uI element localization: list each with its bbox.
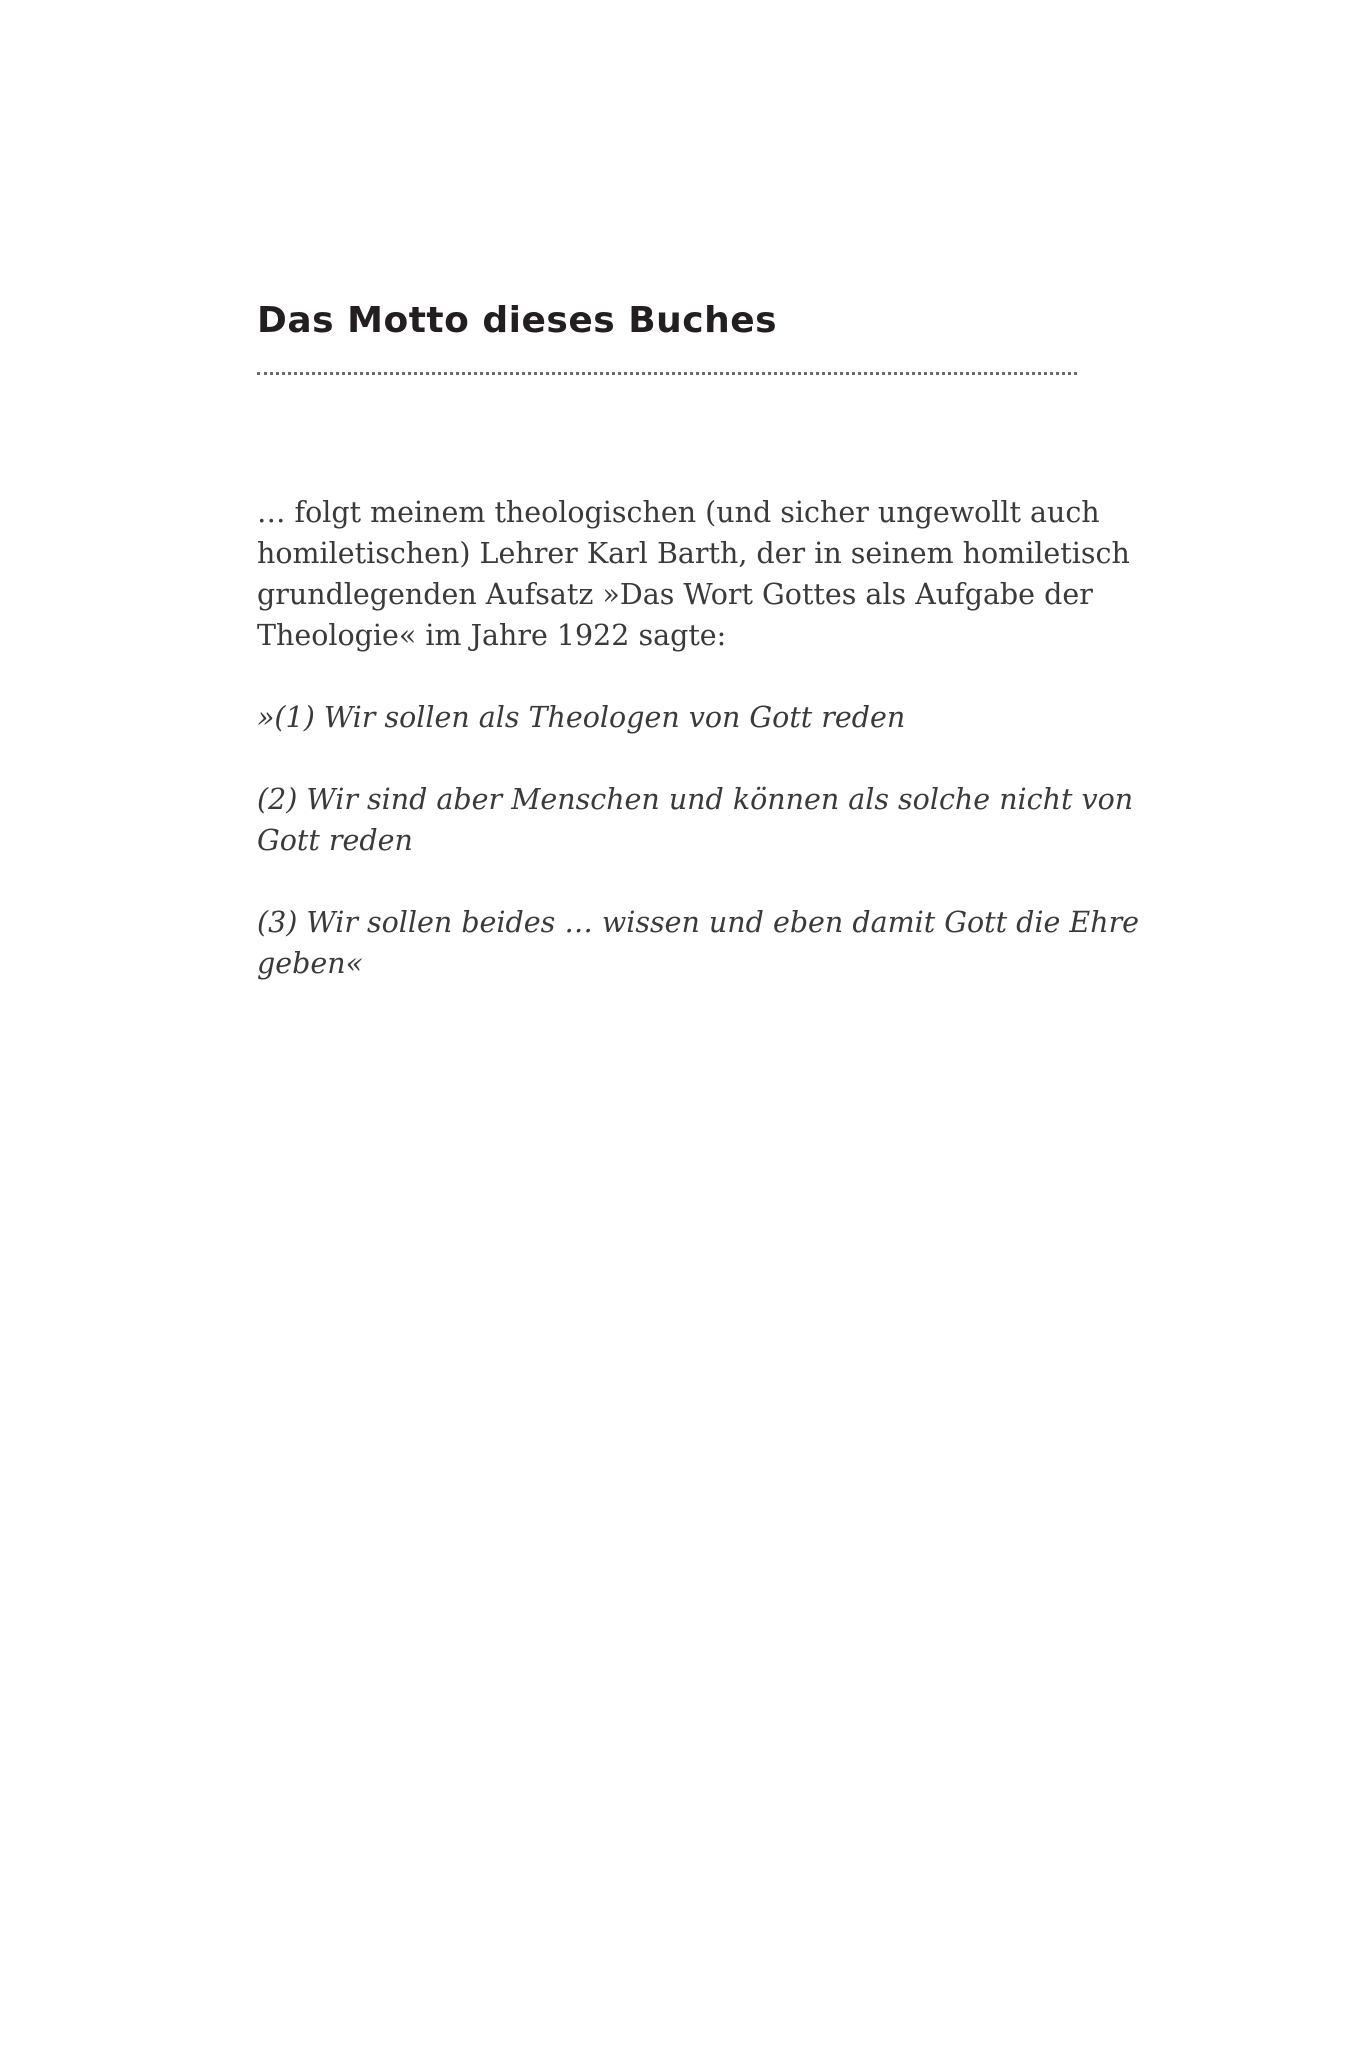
dotted-divider bbox=[257, 372, 1077, 375]
quote-line: Gott reden bbox=[257, 824, 413, 857]
quote-line: (2) Wir sind aber Menschen und können als solche nicht von bbox=[257, 783, 1134, 816]
intro-paragraph bbox=[257, 492, 1130, 656]
intro-line: … folgt meinem theologischen (und sicher ungewollt auch bbox=[257, 496, 1100, 529]
quote-3 bbox=[257, 902, 1140, 984]
intro-line: grundlegenden Aufsatz »Das Wort Gottes als Aufgabe der bbox=[257, 578, 1093, 611]
quote-2 bbox=[257, 779, 1134, 861]
intro-line: homiletischen) Lehrer Karl Barth, der in seinem homiletisch bbox=[257, 537, 1130, 570]
quote-line: (3) Wir sollen beides … wissen und eben damit Gott die Ehre bbox=[257, 906, 1140, 939]
quote-1 bbox=[257, 697, 1077, 738]
intro-line: Theologie« im Jahre 1922 sagte: bbox=[257, 619, 727, 652]
page-body bbox=[257, 492, 1140, 1025]
page-title: Das Motto dieses Buches bbox=[257, 300, 778, 341]
quote-line: »(1) Wir sollen als Theologen von Gott reden bbox=[257, 701, 906, 734]
quote-line: geben« bbox=[257, 947, 364, 980]
